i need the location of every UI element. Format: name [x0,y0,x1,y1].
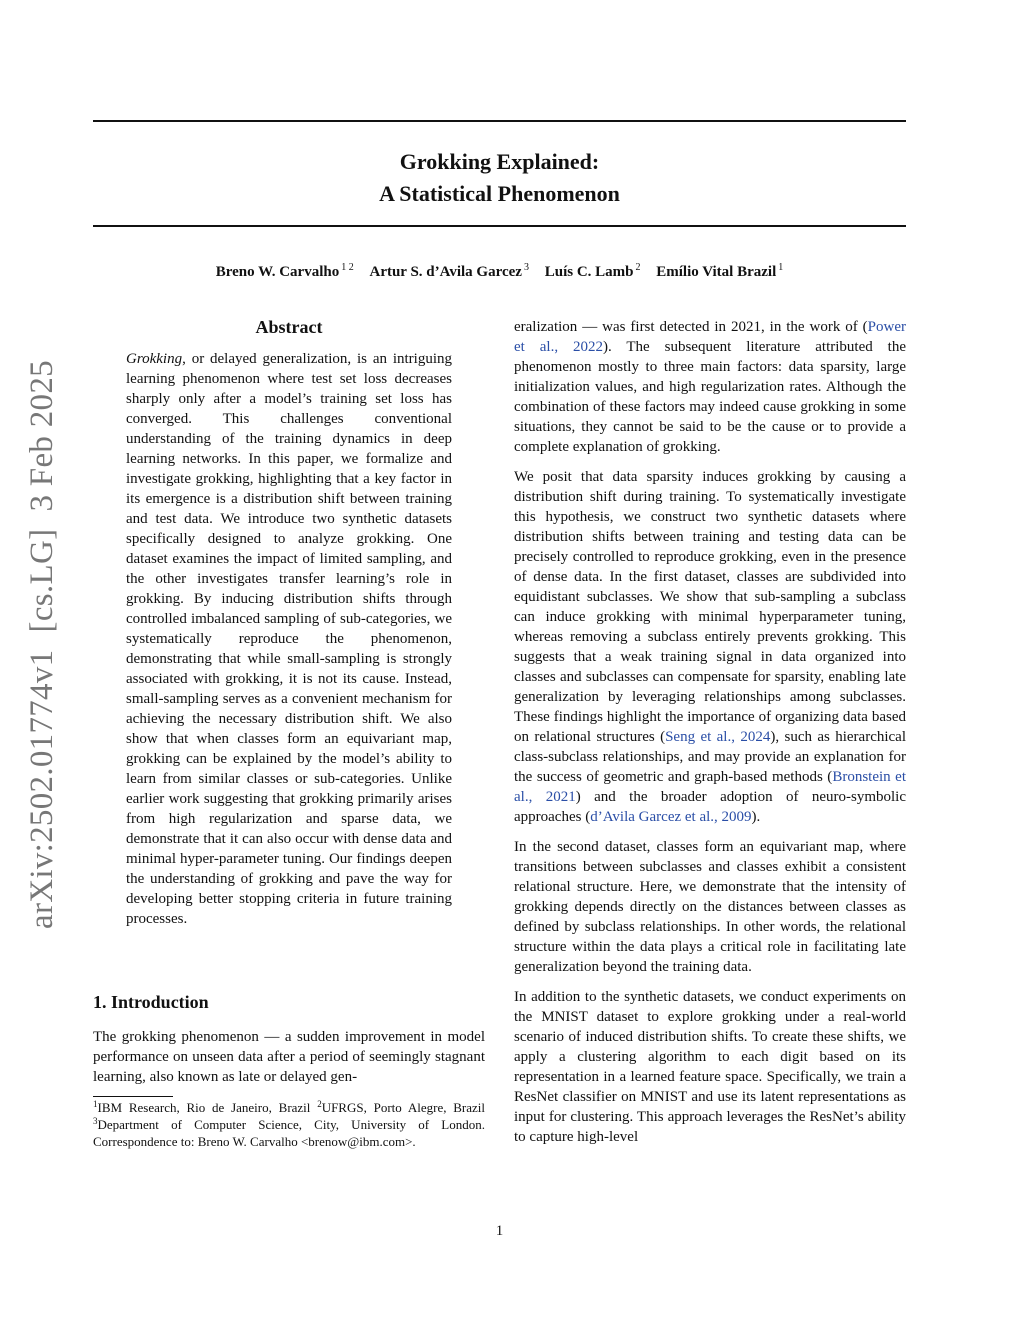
right-paragraph-1: eralization — was first detected in 2021, in the work of (Power et al., 2022). The subsequent literature attributed the phenomenon mostly to three main factors: data sparsity, large initialization values, and high regularization rates. Although the combination of these factors may indeed cause grokking in some situations, they cannot be said to be the cause or to provide a complete explanation of grokking. [514,319,906,455]
footnote-rule [93,1096,173,1097]
introduction-paragraph: The grokking phenomenon — a sudden improvement in model performance on unseen data after a period of seemingly stagnant learning, also known as late or delayed gen- [93,1029,485,1085]
introduction-body [93,1027,485,1087]
abstract-heading: Abstract [255,317,323,337]
author-2: Artur S. d’Avila Garcez $^3$ [369,262,529,280]
author-1: Breno W. Carvalho $^{1 2}$ [215,262,354,280]
abstract-lead-term: Grokking [126,351,183,367]
citation-link[interactable]: Bronstein et al., 2021 [514,769,907,805]
right-paragraph-4: In addition to the synthetic datasets, we conduct experiments on the MNIST dataset to explore grokking under a real-world scenario of induced distribution shifts. To create these shifts, we apply a clustering algorithm to each digit based on its representation in a learned feature space. Specifically, we train a ResNet classifier on MNIST and use its latent representations as input for clustering. This approach leverages the ResNet’s ability to capture high-level [514,989,906,1145]
page-number: 1 [495,1223,504,1239]
right-column [514,317,906,1157]
title-bottom-rule [93,225,906,227]
author-4: Emílio Vital Brazil $^1$ [656,262,784,280]
title-top-rule [93,120,906,122]
arxiv-identifier-stamp: arXiv:2502.01774v1 [cs.LG] 3 Feb 2025 [24,360,60,929]
author-list [93,262,906,282]
title-line-2: A Statistical Phenomenon [379,181,620,206]
paper-title [93,146,906,210]
right-paragraph-2: We posit that data sparsity induces grokking by causing a distribution shift during training. To systematically investigate this hypothesis, we construct two synthetic datasets where distribution shifts between training and testing data can be precisely controlled to reproduce grokking, even in the presence of dense data. In the first dataset, classes are subdivided into equidistant subclasses. We show that sub-sampling a subclass can induce grokking with minimal hyperparameter tuning, whereas removing a subclass entirely prevents grokking. This suggests that a weak training signal in data organized into classes and subclasses can compensate for sparsity, enabling late generalization by leveraging relationships among subclasses. These findings highlight the importance of organizing data based on relational structures (Seng et al., 2024), such as hierarchical class-subclass relationships, and may provide an explanation for the success of geometric and graph-based methods (Bronstein et al., 2021) and the broader adoption of neuro-symbolic approaches (d’Avila Garcez et al., 2009). [514,469,907,825]
abstract-text: , or delayed generalization, is an intriguing learning phenomenon where test set loss decreases sharply only after a model’s training set loss has converged. This challenges conventional understanding of the training dynamics in deep learning networks. In this paper, we formalize and investigate grokking, highlighting that a key factor in its emergence is a distribution shift between training and test data. We introduce two synthetic datasets specifically designed to analyze grokking. One dataset examines the impact of limited sampling, and the other investigates transfer learning’s role in grokking. By inducing distribution shifts through controlled imbalanced sampling of sub-categories, we systematically reproduce the phenomenon, demonstrating that while small-sampling is strongly associated with grokking, it is not its cause. Instead, small-sampling serves as a convenient mechanism for achieving the necessary distribution shift. We also show that when classes form an equivariant map, grokking can be explained by the model’s ability to learn from similar classes or sub-categories. Unlike earlier work suggesting that grokking primarily arises from high regularization and sparse data, we demonstrate that it can also occur with dense data and minimal hyper-parameter tuning. Our findings deepen the understanding of grokking and pave the way for developing better stopping criteria in future training processes. [126,351,452,927]
introduction-heading: 1. Introduction [93,992,209,1012]
citation-link[interactable]: Seng et al., 2024 [665,729,771,745]
abstract-body [126,349,452,929]
author-3: Luís C. Lamb $^2$ [544,262,641,280]
citation-link[interactable]: Power et al., 2022 [514,319,906,355]
right-paragraph-3: In the second dataset, classes form an equivariant map, where transitions between subclasses and classes exhibit a consistent relational structure. Here, we demonstrate that the intensity of grokking depends directly on the distances between classes as defined by subclass relationships. In other words, the relational structure within the data plays a critical role in facilitating late generalization beyond the training data. [514,839,906,975]
affiliation-footnote: $^1$IBM Research, Rio de Janeiro, Brazil $^2$UFRGS, Porto Alegre, Brazil $^3$Department of Computer Science, City, University of London. Correspondence to: Breno W. Carvalho <brenow@ibm.com>. [93,1099,485,1149]
citation-link[interactable]: d’Avila Garcez et al., 2009 [590,809,752,825]
title-line-1: Grokking Explained: [399,149,600,174]
